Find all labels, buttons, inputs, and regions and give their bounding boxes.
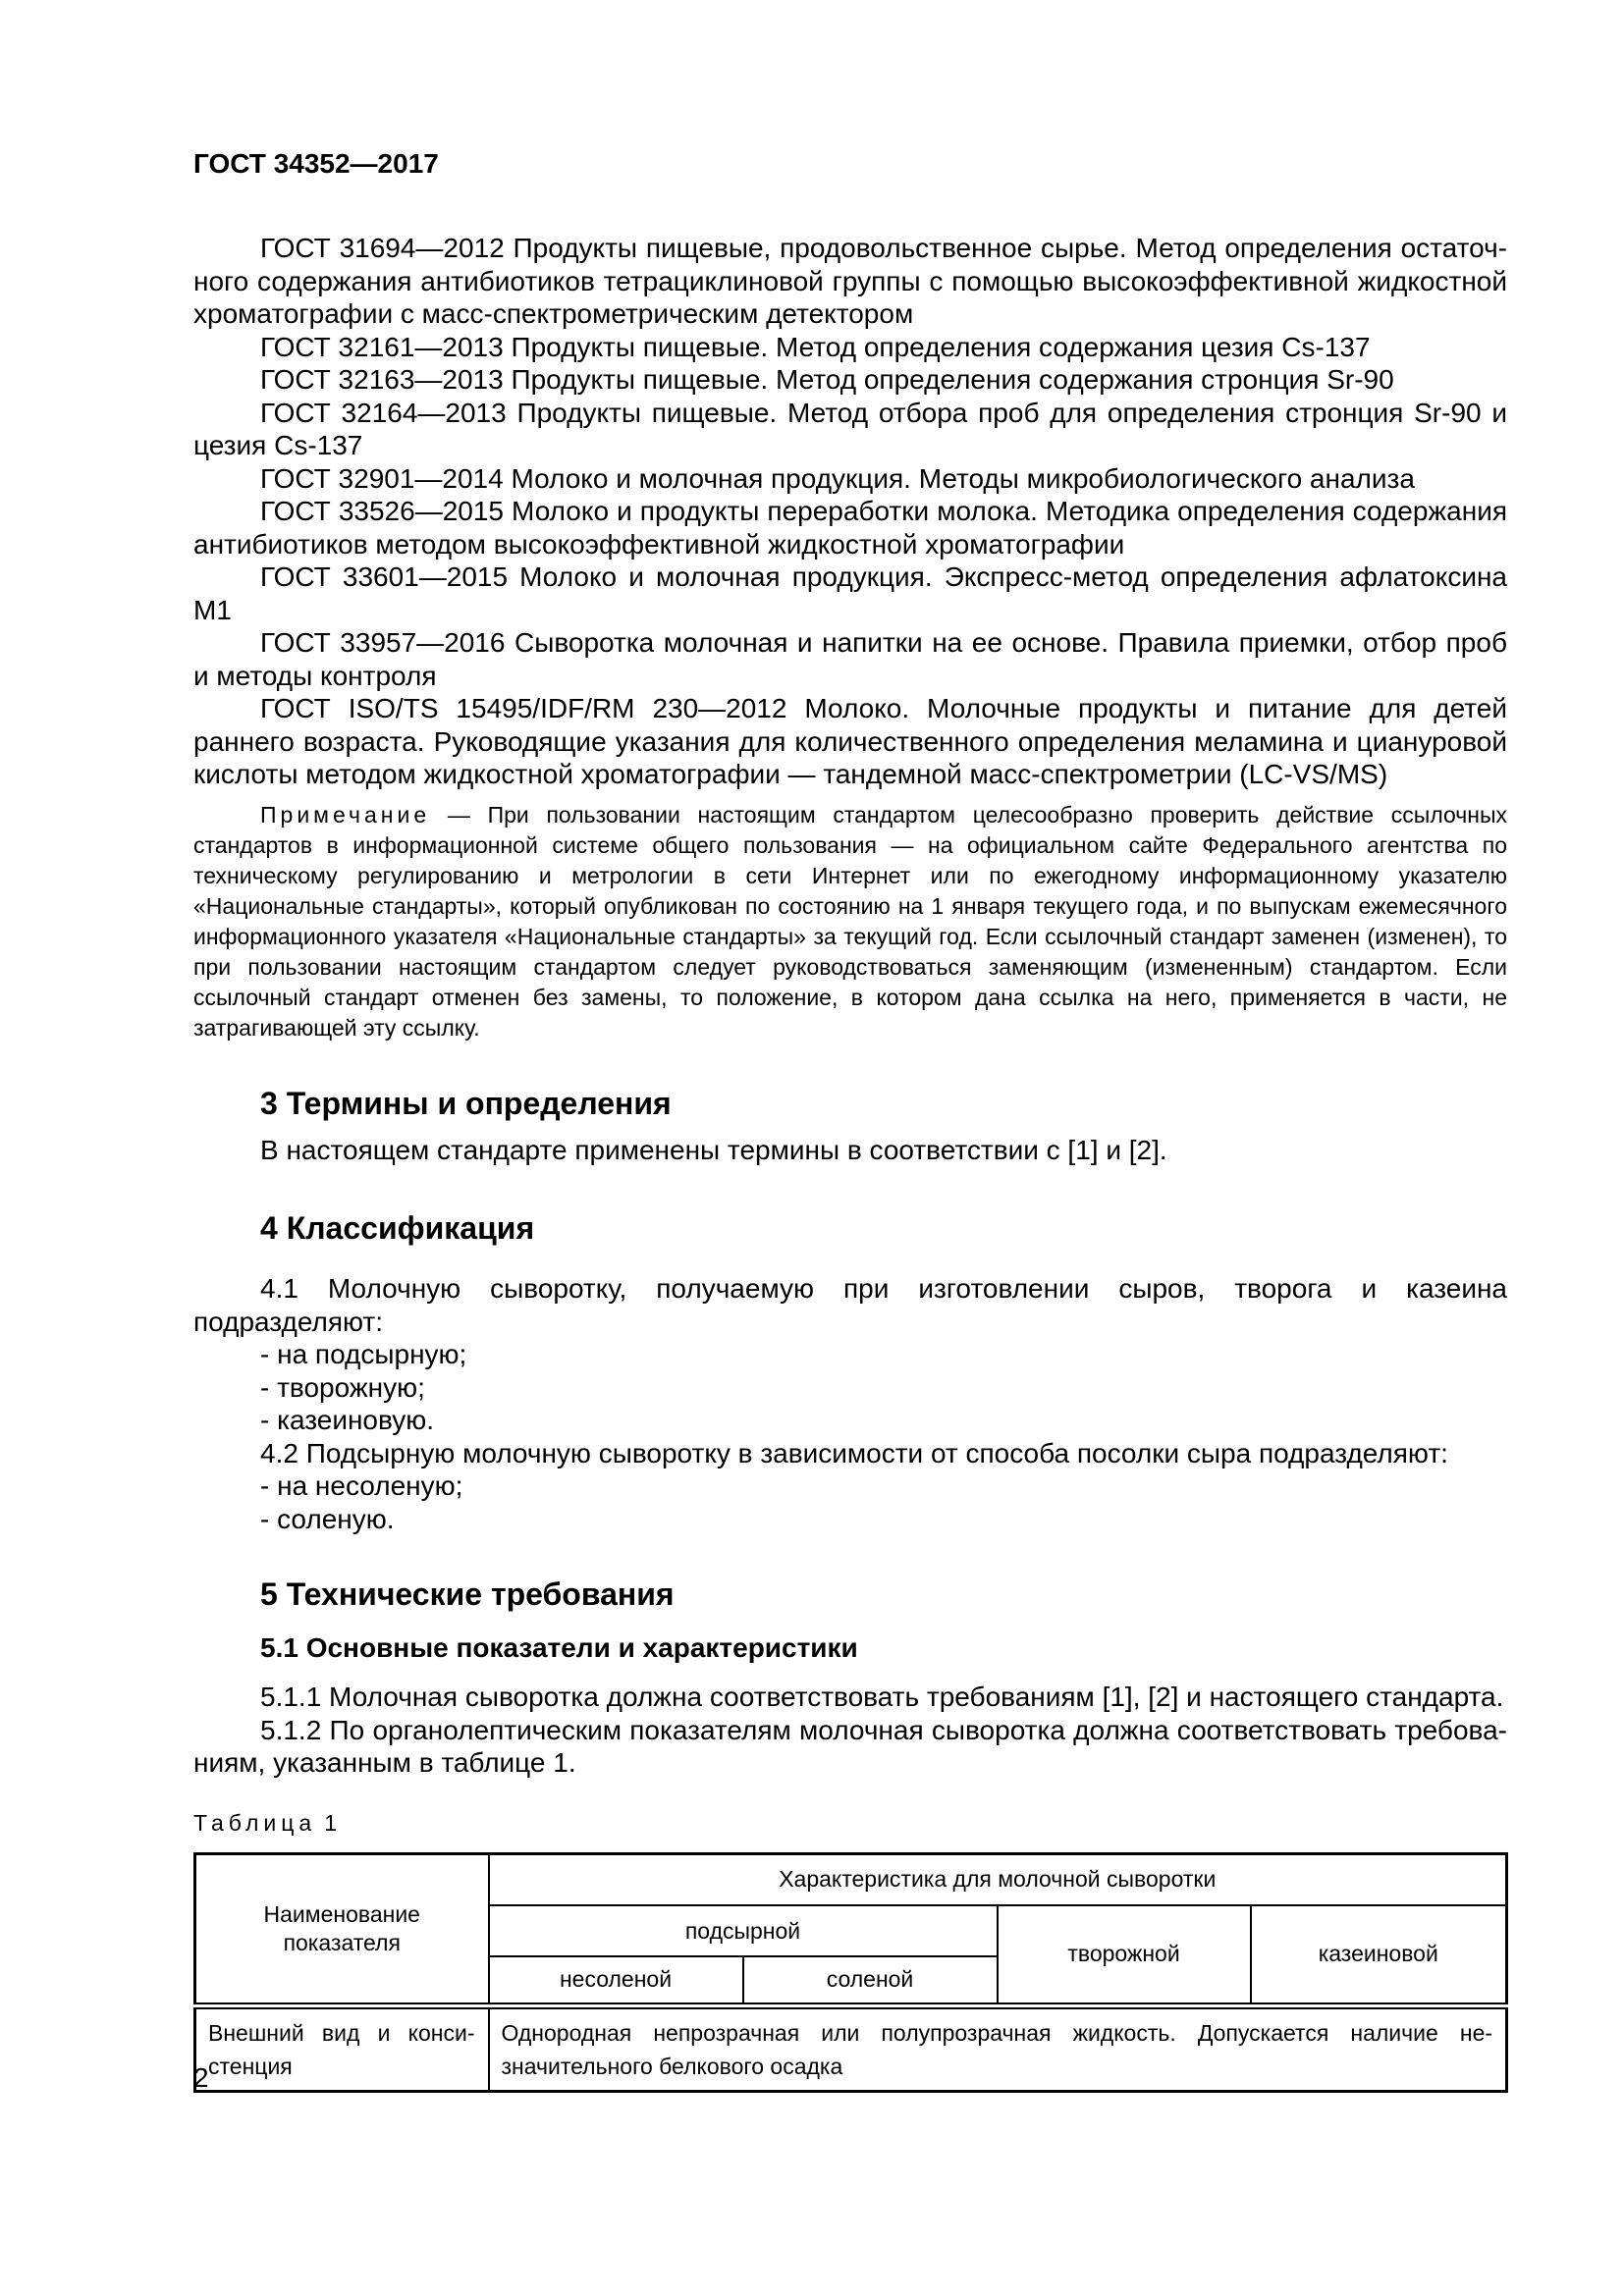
clause-5-1-2: 5.1.2 По органолептическим показателям молочная сыворотка должна соответствовать требованиям, указанным в таблице 1. xyxy=(193,1714,1507,1778)
reference-paragraph: ГОСТ ISO/TS 15495/IDF/RM 230—2012 Молоко. Молочные продукты и питание для детей раннего возраста. Руководящие указания для количественного определения меламина и циануровой кислоты методом жидкостной хроматографии — тандемной масс-спектрометрии (LC-VS/MS) xyxy=(193,693,1507,789)
table-row xyxy=(195,2005,1507,2091)
note-text: — При пользовании настоящим стандартом целесообразно проверить действие ссылочных стандартов в информационной системе общего пользования — на официальном сайте Федерального агентства по техническому регулированию и метрологии в сети Интернет или по ежегодному информационному указателю «Национальные стандарты», который опубликован по состоянию на 1 января текущего года, и по выпускам ежемесячного информационного указателя «Национальные стандарты» за текущий год. Если ссылочный стандарт заменен (изменен), то при пользовании настоящим стандартом следует руководствоваться заменяющим (измененным) стандартом. Если ссылочный стандарт отменен без замены, то положение, в котором дана ссылка на него, применяется в части, не затрагивающей эту ссылку. xyxy=(193,801,1507,1041)
references-list xyxy=(193,232,1507,791)
clause-4-2: 4.2 Подсырную молочную сыворотку в зависимости от способа посолки сыра подразделяют: xyxy=(260,1437,1448,1468)
reference-paragraph: ГОСТ 33957—2016 Сыворотка молочная и напитки на ее основе. Правила приемки, отбор проб и методы контроля xyxy=(193,627,1507,691)
table-caption xyxy=(193,1808,1507,1838)
table-caption-label: Таблица xyxy=(193,1809,317,1836)
list-item: - казеиновую. xyxy=(260,1405,435,1435)
list-item: - творожную; xyxy=(260,1371,425,1403)
page-number: 2 xyxy=(193,2062,209,2093)
doc-number-header: ГОСТ 34352—2017 xyxy=(193,148,439,179)
table-caption-number: 1 xyxy=(324,1809,337,1836)
reference-paragraph: ГОСТ 33601—2015 Молоко и молочная продукция. Экспресс-метод определения афлатоксина М1 xyxy=(193,561,1507,625)
subsection-5-1-heading: 5.1 Основные показатели и характеристики xyxy=(260,1632,858,1663)
list-item: - на несоленую; xyxy=(260,1470,463,1501)
section-3-heading: 3 Термины и определения xyxy=(260,1085,672,1121)
header-cell-solenoy: соленой xyxy=(743,1956,998,2005)
table-header-row xyxy=(195,1853,1507,1905)
reference-paragraph: ГОСТ 32164—2013 Продукты пищевые. Метод отбора проб для определения стронция Sr-90 и цезия Cs-137 xyxy=(193,397,1507,460)
reference-paragraph: ГОСТ 32901—2014 Молоко и молочная продукция. Методы микробиологического анализа xyxy=(260,462,1415,494)
section-3-paragraph: В настоящем стандарте применены термины в соответствии с [1] и [2]. xyxy=(260,1134,1167,1165)
cell-indicator-name: Внешний вид и консистенция xyxy=(195,2005,489,2091)
header-cell-characteristic: Характеристика для молочной сыворотки xyxy=(489,1853,1507,1905)
clause-4-1: 4.1 Молочную сыворотку, получаемую при изготовлении сыров, творога и казеина подразделяют: xyxy=(193,1273,1507,1337)
reference-paragraph: ГОСТ 31694—2012 Продукты пищевые, продовольственное сырье. Метод определения остаточного содержания антибиотиков тетрациклиновой группы с помощью высокоэффективной жидкостной хроматографии с масс-спектрометрическим детектором xyxy=(193,233,1507,329)
note-label: Примечание xyxy=(260,801,431,828)
section-4-heading: 4 Классификация xyxy=(260,1210,535,1246)
list-item: - на подсырную; xyxy=(260,1339,467,1369)
reference-paragraph: ГОСТ 33526—2015 Молоко и продукты переработки молока. Методика определения содержания антибиотиков методом высокоэффективной жидкостной хроматографии xyxy=(193,496,1507,560)
header-cell-nesolenoy: несоленой xyxy=(489,1956,743,2005)
table-1 xyxy=(193,1852,1508,2093)
cell-indicator-value: Однородная непрозрачная или полупрозрачная жидкость. Допускается наличие незначительного белкового осадка xyxy=(489,2005,1507,2091)
header-cell-kazeinovoy: казеиновой xyxy=(1251,1905,1507,2005)
clause-5-1-1: 5.1.1 Молочная сыворотка должна соответствовать требованиям [1], [2] и настоящего стандарта. xyxy=(260,1682,1504,1712)
list-item: - соленую. xyxy=(260,1503,395,1534)
reference-paragraph: ГОСТ 32163—2013 Продукты пищевые. Метод определения содержания стронция Sr-90 xyxy=(260,364,1394,395)
header-cell-tvorozhnoy: творожной xyxy=(998,1905,1251,2005)
section-5-heading: 5 Технические требования xyxy=(260,1576,675,1612)
reference-paragraph: ГОСТ 32161—2013 Продукты пищевые. Метод определения содержания цезия Cs-137 xyxy=(260,331,1371,362)
note-block xyxy=(193,800,1507,1043)
header-cell-podsyrnoy: подсырной xyxy=(489,1905,998,1956)
header-cell-indicator-name: Наименование показателя xyxy=(195,1853,489,2005)
